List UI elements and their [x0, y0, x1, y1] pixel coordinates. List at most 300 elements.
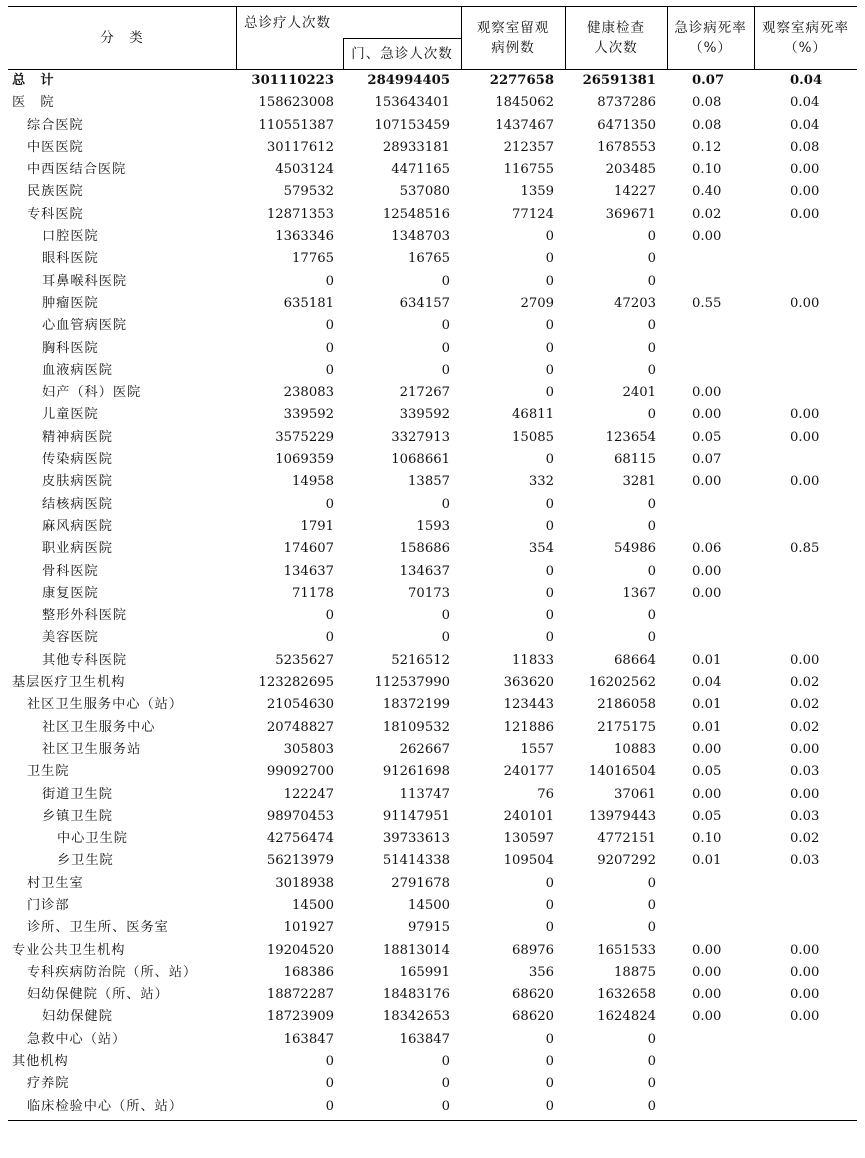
outpatient-emergency-cell: 634157 — [399, 295, 450, 311]
table-row — [8, 784, 857, 806]
table-row — [8, 717, 857, 739]
observation-mortality-cell: 0.02 — [790, 697, 820, 713]
observation-cases-cell: 240101 — [503, 808, 554, 824]
emergency-mortality-cell: 0.00 — [692, 741, 722, 757]
observation-cases-cell: 1359 — [520, 184, 554, 200]
health-checkups-cell: 1651533 — [597, 942, 656, 958]
health-checkups-cell: 37061 — [614, 786, 656, 802]
row-category-label: 整形外科医院 — [42, 608, 128, 624]
outpatient-emergency-cell: 262667 — [399, 741, 450, 757]
header-health-checkups: 健康检查 人次数 — [587, 20, 645, 56]
observation-cases-cell: 332 — [528, 474, 554, 490]
total-visits-cell: 14500 — [292, 897, 334, 913]
observation-cases-cell: 0 — [545, 585, 554, 601]
emergency-mortality-cell: 0.40 — [692, 184, 722, 200]
total-visits-cell: 110551387 — [258, 117, 334, 133]
observation-mortality-cell: 0.00 — [790, 1009, 820, 1025]
health-checkups-cell: 0 — [647, 362, 656, 378]
observation-mortality-cell: 0.00 — [790, 184, 820, 200]
table-row — [8, 159, 857, 181]
row-category-label: 医 院 — [12, 95, 55, 111]
row-category-label: 口腔医院 — [42, 229, 99, 245]
observation-mortality-cell: 0.03 — [790, 764, 820, 780]
health-checkups-cell: 54986 — [614, 541, 656, 557]
observation-cases-cell: 0 — [545, 385, 554, 401]
outpatient-emergency-cell: 70173 — [408, 585, 450, 601]
row-category-label: 专科医院 — [27, 206, 84, 222]
table-row — [8, 293, 857, 315]
table-row — [8, 1096, 857, 1118]
table-row — [8, 137, 857, 159]
outpatient-emergency-cell: 18483176 — [382, 987, 450, 1003]
emergency-mortality-cell: 0.00 — [692, 942, 722, 958]
table-row — [8, 962, 857, 984]
table-row — [8, 1006, 857, 1028]
observation-cases-cell: 116755 — [503, 162, 554, 178]
outpatient-emergency-cell: 217267 — [399, 385, 450, 401]
health-checkups-cell: 0 — [647, 897, 656, 913]
emergency-mortality-cell: 0.01 — [692, 697, 722, 713]
health-checkups-cell: 68115 — [614, 452, 656, 468]
total-visits-cell: 1791 — [300, 518, 334, 534]
observation-cases-cell: 240177 — [503, 764, 554, 780]
health-checkups-cell: 0 — [647, 407, 656, 423]
outpatient-emergency-cell: 0 — [441, 1076, 450, 1092]
health-checkups-cell: 0 — [647, 630, 656, 646]
outpatient-emergency-cell: 537080 — [399, 184, 450, 200]
row-category-label: 专科疾病防治院（所、站） — [27, 964, 198, 980]
observation-mortality-cell: 0.00 — [790, 987, 820, 1003]
total-visits-cell: 71178 — [292, 585, 334, 601]
observation-mortality-cell: 0.08 — [790, 139, 820, 155]
emergency-mortality-cell: 0.10 — [692, 162, 722, 178]
row-category-label: 其他机构 — [12, 1054, 69, 1070]
health-checkups-cell: 10883 — [614, 741, 656, 757]
table-row — [8, 382, 857, 404]
emergency-mortality-cell: 0.08 — [692, 117, 722, 133]
emergency-mortality-cell: 0.05 — [692, 808, 722, 824]
health-checkups-cell: 0 — [647, 875, 656, 891]
total-visits-cell: 0 — [325, 1076, 334, 1092]
table-row — [8, 449, 857, 471]
outpatient-emergency-cell: 2791678 — [391, 875, 450, 891]
outpatient-emergency-cell: 3327913 — [391, 429, 450, 445]
table-row — [8, 561, 857, 583]
table-row — [8, 494, 857, 516]
observation-mortality-cell: 0.00 — [790, 295, 820, 311]
observation-cases-cell: 1557 — [520, 741, 554, 757]
emergency-mortality-cell: 0.00 — [692, 385, 722, 401]
observation-cases-cell: 212357 — [503, 139, 554, 155]
row-category-label: 基层医疗卫生机构 — [12, 675, 126, 691]
total-visits-cell: 174607 — [283, 541, 334, 557]
total-visits-cell: 635181 — [283, 295, 334, 311]
row-category-label: 疗养院 — [27, 1076, 70, 1092]
table-row — [8, 338, 857, 360]
outpatient-emergency-cell: 12548516 — [382, 206, 450, 222]
total-visits-cell: 3575229 — [275, 429, 334, 445]
row-category-label: 专业公共卫生机构 — [12, 942, 126, 958]
observation-mortality-cell: 0.02 — [790, 831, 820, 847]
outpatient-emergency-cell: 18342653 — [382, 1009, 450, 1025]
observation-cases-cell: 363620 — [503, 675, 554, 691]
row-category-label: 乡卫生院 — [57, 853, 114, 869]
table-row — [8, 271, 857, 293]
total-visits-cell: 20748827 — [266, 719, 334, 735]
observation-cases-cell: 11833 — [512, 652, 554, 668]
total-visits-cell: 579532 — [283, 184, 334, 200]
health-checkups-cell: 1624824 — [597, 1009, 656, 1025]
table-row — [8, 115, 857, 137]
table-row — [8, 226, 857, 248]
observation-cases-cell: 123443 — [503, 697, 554, 713]
health-checkups-cell: 3281 — [622, 474, 656, 490]
observation-cases-cell: 0 — [545, 875, 554, 891]
table-row — [8, 1051, 857, 1073]
observation-cases-cell: 356 — [528, 964, 554, 980]
table-row — [8, 694, 857, 716]
observation-mortality-cell: 0.03 — [790, 853, 820, 869]
outpatient-emergency-cell: 163847 — [399, 1031, 450, 1047]
observation-mortality-cell: 0.02 — [790, 719, 820, 735]
total-visits-cell: 123282695 — [258, 675, 334, 691]
row-category-label: 社区卫生服务中心 — [42, 719, 156, 735]
health-checkups-cell: 0 — [647, 1076, 656, 1092]
table-row — [8, 761, 857, 783]
row-category-label: 美容医院 — [42, 630, 99, 646]
observation-cases-cell: 68620 — [512, 987, 554, 1003]
health-checkups-cell: 14227 — [614, 184, 656, 200]
health-checkups-cell: 2401 — [622, 385, 656, 401]
outpatient-emergency-cell: 0 — [441, 608, 450, 624]
table-row — [8, 427, 857, 449]
outpatient-emergency-cell: 0 — [441, 496, 450, 512]
table-row — [8, 806, 857, 828]
total-visits-cell: 18872287 — [266, 987, 334, 1003]
table-row — [8, 739, 857, 761]
observation-cases-cell: 0 — [545, 273, 554, 289]
emergency-mortality-cell: 0.08 — [692, 95, 722, 111]
table-row — [8, 538, 857, 560]
observation-cases-cell: 0 — [545, 1031, 554, 1047]
row-category-label: 乡镇卫生院 — [42, 808, 113, 824]
health-checkups-cell: 0 — [647, 318, 656, 334]
statistics-table — [8, 6, 857, 1121]
total-visits-cell: 42756474 — [266, 831, 334, 847]
total-visits-cell: 3018938 — [275, 875, 334, 891]
observation-cases-cell: 0 — [545, 630, 554, 646]
emergency-mortality-cell: 0.07 — [692, 73, 725, 88]
observation-cases-cell: 0 — [545, 452, 554, 468]
row-category-label: 眼科医院 — [42, 251, 99, 267]
table-header — [8, 6, 857, 70]
observation-cases-cell: 354 — [528, 541, 554, 557]
health-checkups-cell: 0 — [647, 563, 656, 579]
health-checkups-cell: 0 — [647, 273, 656, 289]
row-category-label: 民族医院 — [27, 184, 84, 200]
table-row — [8, 92, 857, 114]
total-visits-cell: 101927 — [283, 920, 334, 936]
table-row — [8, 828, 857, 850]
total-visits-cell: 12871353 — [266, 206, 334, 222]
observation-cases-cell: 2277658 — [489, 73, 554, 88]
row-category-label: 妇幼保健院（所、站） — [27, 987, 169, 1003]
header-observation-mortality: 观察室病死率 （%） — [762, 20, 849, 56]
table-row — [8, 248, 857, 270]
observation-mortality-cell: 0.85 — [790, 541, 820, 557]
row-category-label: 街道卫生院 — [42, 786, 113, 802]
total-visits-cell: 134637 — [283, 563, 334, 579]
health-checkups-cell: 0 — [647, 340, 656, 356]
emergency-mortality-cell: 0.01 — [692, 853, 722, 869]
total-visits-cell: 0 — [325, 1054, 334, 1070]
outpatient-emergency-cell: 0 — [441, 340, 450, 356]
table-row — [8, 895, 857, 917]
row-category-label: 妇产（科）医院 — [42, 385, 142, 401]
outpatient-emergency-cell: 39733613 — [382, 831, 450, 847]
outpatient-emergency-cell: 134637 — [399, 563, 450, 579]
health-checkups-cell: 0 — [647, 251, 656, 267]
health-checkups-cell: 47203 — [614, 295, 656, 311]
emergency-mortality-cell: 0.00 — [692, 964, 722, 980]
health-checkups-cell: 0 — [647, 1031, 656, 1047]
observation-cases-cell: 121886 — [503, 719, 554, 735]
emergency-mortality-cell: 0.05 — [692, 764, 722, 780]
observation-cases-cell: 0 — [545, 563, 554, 579]
emergency-mortality-cell: 0.00 — [692, 474, 722, 490]
observation-cases-cell: 0 — [545, 1098, 554, 1114]
observation-mortality-cell: 0.00 — [790, 741, 820, 757]
total-visits-cell: 163847 — [283, 1031, 334, 1047]
row-category-label: 康复医院 — [42, 585, 99, 601]
outpatient-emergency-cell: 153643401 — [374, 95, 450, 111]
health-checkups-cell: 1367 — [622, 585, 656, 601]
outpatient-emergency-cell: 0 — [441, 1098, 450, 1114]
row-category-label: 村卫生室 — [27, 875, 84, 891]
observation-cases-cell: 0 — [545, 1054, 554, 1070]
emergency-mortality-cell: 0.00 — [692, 563, 722, 579]
total-visits-cell: 99092700 — [266, 764, 334, 780]
outpatient-emergency-cell: 18372199 — [382, 697, 450, 713]
total-visits-cell: 1363346 — [275, 229, 334, 245]
table-row — [8, 917, 857, 939]
row-category-label: 麻风病医院 — [42, 518, 113, 534]
outpatient-emergency-cell: 16765 — [408, 251, 450, 267]
health-checkups-cell: 1678553 — [597, 139, 656, 155]
row-category-label: 传染病医院 — [42, 452, 113, 468]
outpatient-emergency-cell: 91261698 — [382, 764, 450, 780]
observation-cases-cell: 76 — [537, 786, 554, 802]
table-row — [8, 516, 857, 538]
emergency-mortality-cell: 0.07 — [692, 452, 722, 468]
health-checkups-cell: 123654 — [605, 429, 656, 445]
header-outpatient-emergency: 门、急诊人次数 — [351, 45, 453, 62]
observation-cases-cell: 46811 — [512, 407, 554, 423]
observation-cases-cell: 0 — [545, 518, 554, 534]
total-visits-cell: 339592 — [283, 407, 334, 423]
row-category-label: 耳鼻喉科医院 — [42, 273, 128, 289]
table-row — [8, 984, 857, 1006]
table-row — [8, 940, 857, 962]
observation-mortality-cell: 0.04 — [790, 117, 820, 133]
health-checkups-cell: 8737286 — [597, 95, 656, 111]
total-visits-cell: 168386 — [283, 964, 334, 980]
row-category-label: 骨科医院 — [42, 563, 99, 579]
total-visits-cell: 0 — [325, 608, 334, 624]
outpatient-emergency-cell: 13857 — [408, 474, 450, 490]
row-category-label: 妇幼保健院 — [42, 1009, 113, 1025]
total-visits-cell: 5235627 — [275, 652, 334, 668]
emergency-mortality-cell: 0.02 — [692, 206, 722, 222]
observation-mortality-cell: 0.00 — [790, 474, 820, 490]
observation-cases-cell: 77124 — [512, 206, 554, 222]
table-row — [8, 627, 857, 649]
outpatient-emergency-cell: 165991 — [399, 964, 450, 980]
total-visits-cell: 0 — [325, 362, 334, 378]
observation-cases-cell: 0 — [545, 229, 554, 245]
emergency-mortality-cell: 0.00 — [692, 1009, 722, 1025]
observation-mortality-cell: 0.00 — [790, 206, 820, 222]
observation-cases-cell: 109504 — [503, 853, 554, 869]
outpatient-emergency-cell: 0 — [441, 273, 450, 289]
row-category-label: 临床检验中心（所、站） — [27, 1098, 184, 1114]
row-category-label: 社区卫生服务中心（站） — [27, 697, 184, 713]
observation-cases-cell: 68976 — [512, 942, 554, 958]
observation-cases-cell: 0 — [545, 1076, 554, 1092]
emergency-mortality-cell: 0.06 — [692, 541, 722, 557]
observation-mortality-cell: 0.00 — [790, 407, 820, 423]
emergency-mortality-cell: 0.04 — [692, 675, 722, 691]
outpatient-emergency-cell: 0 — [441, 630, 450, 646]
row-category-label: 职业病医院 — [42, 541, 113, 557]
outpatient-emergency-cell: 5216512 — [391, 652, 450, 668]
outpatient-emergency-cell: 18813014 — [382, 942, 450, 958]
total-visits-cell: 14958 — [292, 474, 334, 490]
total-visits-cell: 122247 — [283, 786, 334, 802]
outpatient-emergency-cell: 0 — [441, 318, 450, 334]
emergency-mortality-cell: 0.10 — [692, 831, 722, 847]
row-category-label: 门诊部 — [27, 897, 70, 913]
observation-cases-cell: 0 — [545, 362, 554, 378]
table-row — [8, 873, 857, 895]
row-category-label: 社区卫生服务站 — [42, 741, 142, 757]
outpatient-emergency-cell: 4471165 — [391, 162, 450, 178]
table-row — [8, 404, 857, 426]
observation-cases-cell: 0 — [545, 608, 554, 624]
observation-cases-cell: 15085 — [512, 429, 554, 445]
health-checkups-cell: 0 — [647, 608, 656, 624]
outpatient-emergency-cell: 107153459 — [374, 117, 450, 133]
table-row — [8, 850, 857, 872]
outpatient-emergency-cell: 91147951 — [382, 808, 450, 824]
table-row — [8, 360, 857, 382]
emergency-mortality-cell: 0.01 — [692, 719, 722, 735]
row-category-label: 血液病医院 — [42, 362, 113, 378]
table-bottom-rule — [8, 1120, 857, 1121]
observation-mortality-cell: 0.00 — [790, 652, 820, 668]
health-checkups-cell: 13979443 — [588, 808, 656, 824]
row-category-label: 胸科医院 — [42, 340, 99, 356]
observation-mortality-cell: 0.00 — [790, 429, 820, 445]
health-checkups-cell: 2186058 — [597, 697, 656, 713]
table-row — [8, 181, 857, 203]
row-category-label: 综合医院 — [27, 117, 84, 133]
header-category: 分 类 — [100, 30, 144, 46]
outpatient-emergency-cell: 97915 — [408, 920, 450, 936]
observation-mortality-cell: 0.04 — [790, 95, 820, 111]
row-category-label: 结核病医院 — [42, 496, 113, 512]
health-checkups-cell: 0 — [647, 1054, 656, 1070]
health-checkups-cell: 4772151 — [597, 831, 656, 847]
health-checkups-cell: 26591381 — [582, 73, 656, 88]
row-category-label: 精神病医院 — [42, 429, 113, 445]
outpatient-emergency-cell: 284994405 — [367, 73, 450, 88]
observation-mortality-cell: 0.04 — [790, 73, 823, 88]
observation-cases-cell: 2709 — [520, 295, 554, 311]
health-checkups-cell: 16202562 — [588, 675, 656, 691]
header-emergency-mortality: 急诊病死率 （%） — [674, 20, 747, 56]
table-row — [8, 1073, 857, 1095]
emergency-mortality-cell: 0.55 — [692, 295, 722, 311]
health-checkups-cell: 0 — [647, 518, 656, 534]
observation-mortality-cell: 0.00 — [790, 786, 820, 802]
total-visits-cell: 4503124 — [275, 162, 334, 178]
total-visits-cell: 1069359 — [275, 452, 334, 468]
outpatient-emergency-cell: 339592 — [399, 407, 450, 423]
total-visits-cell: 0 — [325, 630, 334, 646]
observation-cases-cell: 68620 — [512, 1009, 554, 1025]
total-visits-cell: 238083 — [283, 385, 334, 401]
table-row — [8, 650, 857, 672]
health-checkups-cell: 0 — [647, 920, 656, 936]
table-row — [8, 315, 857, 337]
total-visits-cell: 98970453 — [266, 808, 334, 824]
emergency-mortality-cell: 0.12 — [692, 139, 722, 155]
emergency-mortality-cell: 0.00 — [692, 407, 722, 423]
total-visits-cell: 301110223 — [251, 73, 334, 88]
outpatient-emergency-cell: 1068661 — [391, 452, 450, 468]
header-total-visits: 总诊疗人次数 — [244, 14, 331, 31]
table-row — [8, 605, 857, 627]
health-checkups-cell: 369671 — [605, 206, 656, 222]
row-category-label: 中西医结合医院 — [27, 162, 127, 178]
total-visits-cell: 0 — [325, 1098, 334, 1114]
total-visits-cell: 30117612 — [266, 139, 334, 155]
outpatient-emergency-cell: 14500 — [408, 897, 450, 913]
observation-mortality-cell: 0.00 — [790, 964, 820, 980]
row-category-label: 急救中心（站） — [27, 1031, 127, 1047]
observation-cases-cell: 0 — [545, 251, 554, 267]
total-visits-cell: 19204520 — [266, 942, 334, 958]
emergency-mortality-cell: 0.01 — [692, 652, 722, 668]
outpatient-emergency-cell: 113747 — [399, 786, 450, 802]
total-visits-cell: 158623008 — [258, 95, 334, 111]
health-checkups-cell: 18875 — [614, 964, 656, 980]
health-checkups-cell: 0 — [647, 229, 656, 245]
total-visits-cell: 0 — [325, 340, 334, 356]
total-visits-cell: 0 — [325, 318, 334, 334]
table-row — [8, 204, 857, 226]
observation-mortality-cell: 0.03 — [790, 808, 820, 824]
emergency-mortality-cell: 0.05 — [692, 429, 722, 445]
total-visits-cell: 0 — [325, 496, 334, 512]
outpatient-emergency-cell: 0 — [441, 362, 450, 378]
observation-mortality-cell: 0.00 — [790, 942, 820, 958]
row-category-label: 中医医院 — [27, 139, 84, 155]
row-category-label: 皮肤病医院 — [42, 474, 113, 490]
observation-cases-cell: 0 — [545, 920, 554, 936]
outpatient-emergency-cell: 28933181 — [382, 139, 450, 155]
